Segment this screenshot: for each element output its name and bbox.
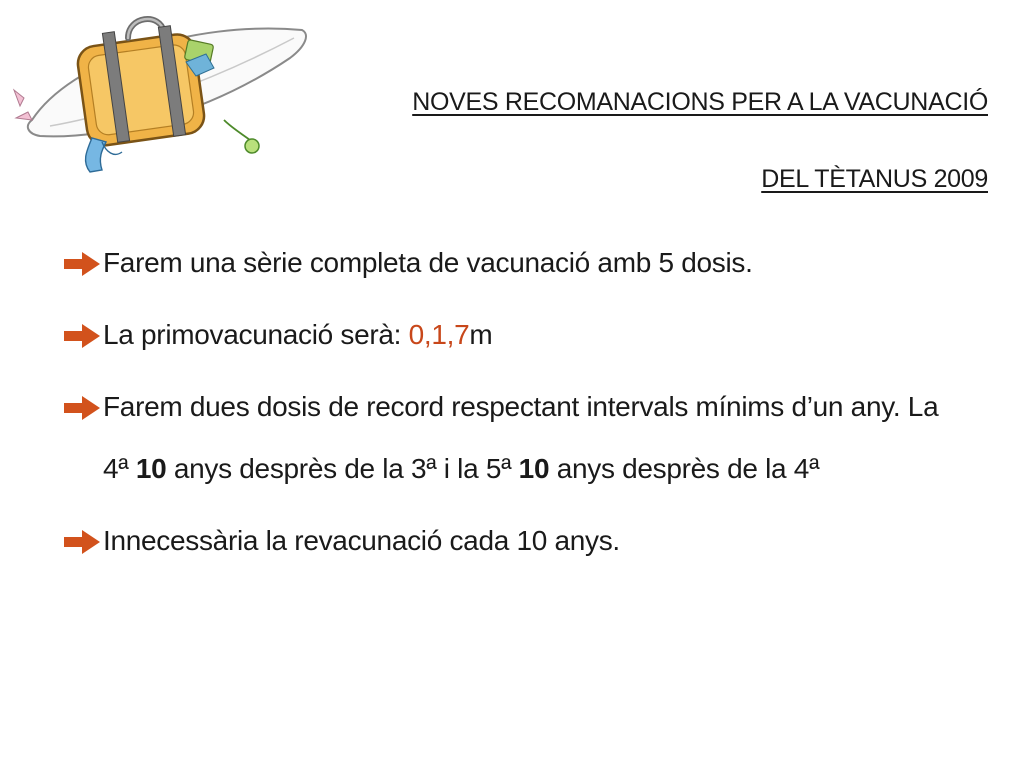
list-item: [64, 232, 964, 294]
bullet-list: [64, 232, 964, 582]
bullet-text-part: Farem dues dosis de record respectant intervals mínims d’un any. La 4ª: [103, 391, 939, 484]
years-value: 10: [518, 453, 550, 484]
arrow-right-icon: [64, 324, 100, 348]
list-item: [64, 376, 964, 500]
suitcase-surfboard-icon: [10, 2, 320, 182]
list-item: [64, 510, 964, 572]
arrow-right-icon: [64, 530, 100, 554]
schedule-highlight: 0,1,7: [408, 319, 470, 350]
bullet-text-part: anys desprès de la 3ª i la 5ª: [166, 453, 519, 484]
arrow-right-icon: [64, 396, 100, 420]
arrow-right-icon: [64, 252, 100, 276]
bullet-text-part: anys desprès de la 4ª: [549, 453, 820, 484]
bullet-text: Farem una sèrie completa de vacunació amb 5 dosis.: [103, 247, 753, 278]
bullet-text: Innecessària la revacunació cada 10 anys.: [103, 525, 620, 556]
slide-title-line-1: NOVES RECOMANACIONS PER A LA VACUNACIÓ: [412, 88, 988, 116]
bullet-text-prefix: La primovacunació serà:: [103, 319, 409, 350]
bullet-text-suffix: m: [469, 319, 493, 350]
slide-title-line-2: DEL TÈTANUS 2009: [761, 165, 988, 193]
years-value: 10: [135, 453, 167, 484]
list-item: [64, 304, 964, 366]
